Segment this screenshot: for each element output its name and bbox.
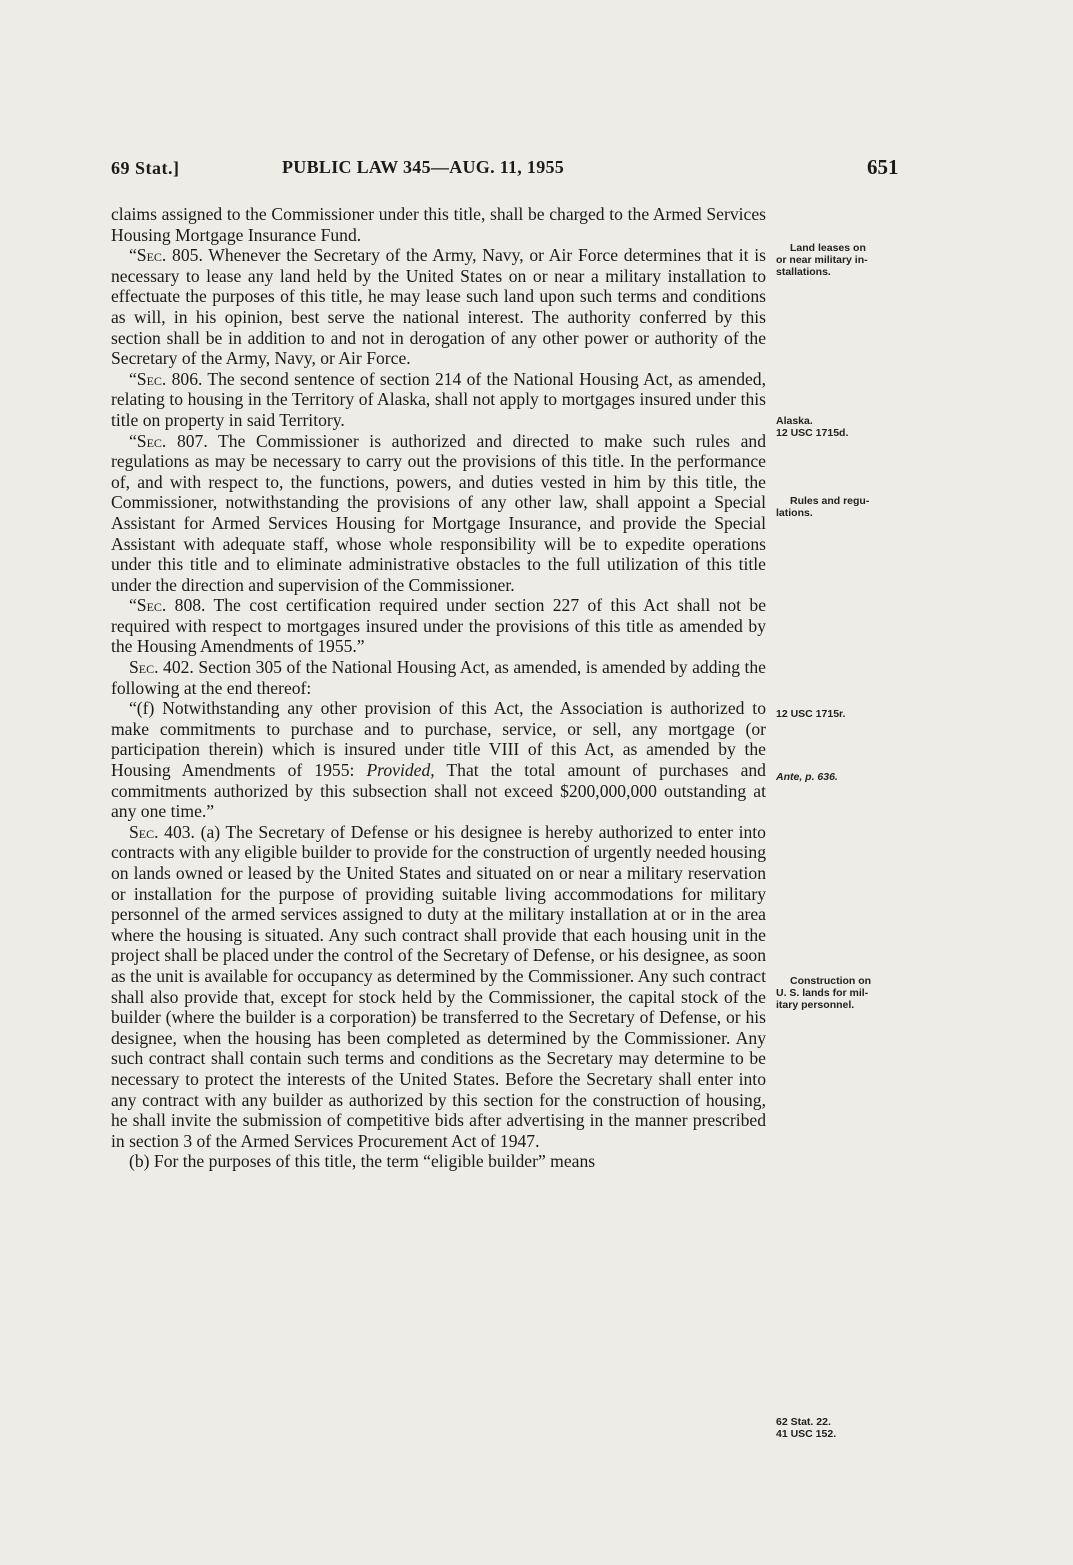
section-label: “Sec. 808. (129, 595, 206, 616)
margin-note-line: Land leases on (790, 242, 866, 254)
margin-note-construction (776, 975, 926, 1011)
section-text: (a) The Secretary of Defense or his designee is hereby authorized to enter into contracts with any eligible builder to provide for the construction of urgently needed housing on lands owned or leased by the United States and situated on or near a military reservation or installation for the purpose of providing suitable living accommodations for military personnel of the armed services assigned to duty at the military installation at or in the area where the housing is situated. Any such contract shall provide that each housing unit in the project shall be placed under the control of the Secretary of Defense, or his designee, as soon as the unit is available for occupancy as determined by the Commissioner. Any such contract shall also provide that, except for stock held by the Commissioner, the capital stock of the builder (where the builder is a corporation) be transferred to the Secretary of Defense, or his designee, when the housing has been completed as determined by the Commissioner. Any such contract shall contain such terms and conditions as the Secretary may determine to be necessary to protect the interests of the United States. Before the Secretary shall enter into any contract with any builder as authorized by this section for the construction of housing, he shall invite the submission of competitive bids after advertising in the manner prescribed in section 3 of the Armed Services Procurement Act of 1947. (111, 821, 766, 1151)
margin-note-line: Ante, p. 636. (776, 771, 838, 783)
section-text: The cost certification required under section 227 of this Act shall not be required with respect to mortgages insured under the provisions of this title as amended by the Housing Amendments of 1955.” (111, 595, 767, 657)
paragraph-sec-403-b: (b) For the purposes of this title, the term “eligible builder” means (129, 1151, 596, 1172)
section-text: The second sentence of section 214 of the National Housing Act, as amended, relating to housing in the Territory of Alaska, shall not apply to mortgages insured under this title on property in said Territory. (111, 368, 766, 430)
body-text (111, 204, 766, 1172)
section-label: Sec. 403. (129, 821, 195, 842)
margin-note-land-leases (776, 242, 926, 278)
margin-note-line: U. S. lands for mil- (776, 987, 869, 999)
margin-note-stat (776, 1416, 926, 1440)
section-text: Section 305 of the National Housing Act, as amended, is amended by adding the following at the end thereof: (111, 657, 766, 698)
margin-note-line: 12 USC 1715r. (776, 708, 846, 720)
section-label: “Sec. 805. (129, 245, 203, 266)
paragraph-sec-807 (111, 431, 766, 596)
margin-note-line: 12 USC 1715d. (776, 427, 849, 439)
paragraph-claims: claims assigned to the Commissioner under this title, shall be charged to the Armed Services Housing Mortgage Insurance Fund. (111, 204, 766, 245)
margin-note-line: lations. (776, 507, 813, 519)
section-label: “Sec. 806. (129, 368, 203, 389)
paragraph-subsection-f (111, 698, 766, 822)
header-volume: 69 Stat.] (111, 158, 180, 178)
margin-note-line: or near military in- (776, 254, 868, 266)
margin-note-line: 62 Stat. 22. (776, 1416, 831, 1428)
page-number: 651 (867, 155, 899, 179)
margin-note-line: Rules and regu- (790, 495, 870, 507)
margin-note-line: stallations. (776, 266, 831, 278)
section-text: The Commissioner is authorized and directed to make such rules and regulations as may be necessary to carry out the provisions of this title. In the performance of, and with respect to, the functions, powers, and duties vested in him by this title, the Commissioner, notwithstanding the provisions of any other law, shall appoint a Special Assistant for Armed Services Housing for Mortgage Insurance, and provide the Special Assistant with adequate staff, whose whole responsibility will be to expedite operations under this title and to eliminate administrative obstacles to the full utilization of this title under the direction and supervision of the Commissioner. (111, 430, 767, 595)
paragraph-sec-805 (111, 245, 766, 369)
margin-note-line: 41 USC 152. (776, 1428, 837, 1440)
margin-note-line: itary personnel. (776, 999, 855, 1011)
paragraph-sec-403 (111, 822, 766, 1152)
margin-note-line: Construction on (790, 975, 872, 987)
paragraph-sec-806 (111, 369, 766, 431)
section-text: “(f) Notwithstanding any other provision of this Act, the Association is authorized to make commitments to purchase and to purchase, service, or sell, any mortgage (or participation therein) which is insured under title VIII of this Act, as amended by the Housing Amendments of 1955: (111, 698, 766, 781)
margin-note-line: Alaska. (776, 415, 813, 427)
paragraph-sec-808 (111, 595, 766, 657)
margin-note-12-usc-1715r (776, 708, 926, 720)
section-text: Whenever the Secretary of the Army, Navy, or Air Force determines that it is necessary to lease any land held by the United States on or near a military installation to effectuate the purposes of this title, he may lease such land upon such terms and conditions as will, in his opinion, best serve the national interest. The authority conferred by this section shall be in addition to and not in derogation of any other power or authority of the Secretary of the Army, Navy, or Air Force. (111, 245, 766, 369)
paragraph-sec-402 (111, 657, 766, 698)
section-label: “Sec. 807. (129, 430, 208, 451)
margin-note-alaska (776, 415, 926, 439)
section-text: That the total amount of purchases and commitments authorized by this subsection shall not exceed $200,000,000 outstanding at any one time.” (111, 760, 766, 822)
provided-word: Provided, (366, 760, 435, 781)
margin-note-rules (776, 495, 926, 519)
header-title: PUBLIC LAW 345—AUG. 11, 1955 (282, 157, 565, 177)
section-label: Sec. 402. (129, 657, 194, 678)
margin-note-ante (776, 771, 926, 783)
